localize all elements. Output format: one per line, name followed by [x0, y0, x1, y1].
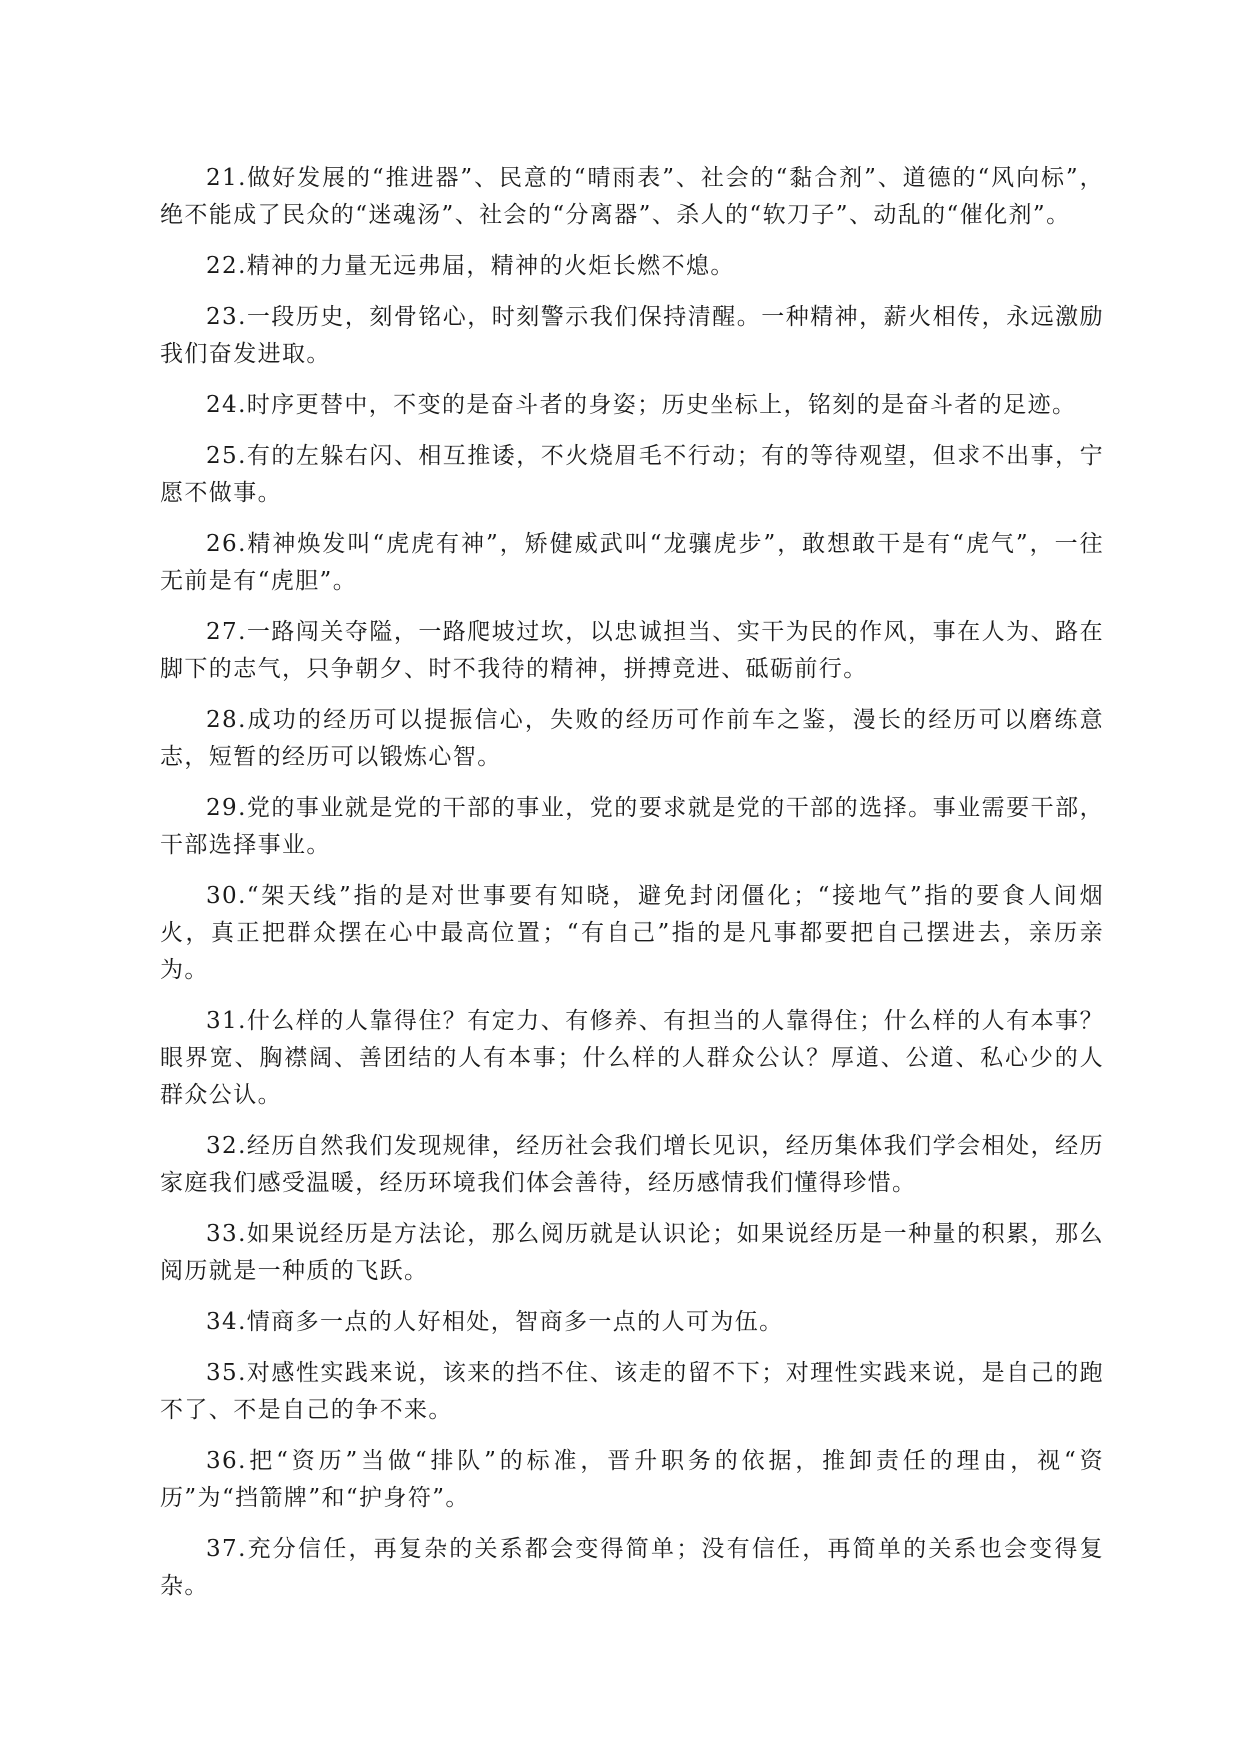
paragraph-25: 25.有的左躲右闪、相互推诿，不火烧眉毛不行动；有的等待观望，但求不出事，宁愿不做事。: [160, 443, 1104, 506]
paragraph-29: 29.党的事业就是党的干部的事业，党的要求就是党的干部的选择。事业需要干部，干部选择事业。: [160, 795, 1104, 858]
paragraph-37: 37.充分信任，再复杂的关系都会变得简单；没有信任，再简单的关系也会变得复杂。: [160, 1536, 1104, 1599]
paragraph-35: 35.对感性实践来说，该来的挡不住、该走的留不下；对理性实践来说，是自己的跑不了、不是自己的争不来。: [160, 1360, 1104, 1423]
paragraph-27: 27.一路闯关夺隘，一路爬坡过坎，以忠诚担当、实干为民的作风，事在人为、路在脚下的志气，只争朝夕、时不我待的精神，拼搏竞进、砥砺前行。: [160, 619, 1104, 682]
paragraph-26: 26.精神焕发叫“虎虎有神”，矫健威武叫“龙骧虎步”，敢想敢干是有“虎气”，一往无前是有“虎胆”。: [160, 531, 1104, 594]
paragraph-34: 34.情商多一点的人好相处，智商多一点的人可为伍。: [206, 1309, 784, 1335]
paragraph-21: 21.做好发展的“推进器”、民意的“晴雨表”、社会的“黏合剂”、道德的“风向标”，绝不能成了民众的“迷魂汤”、社会的“分离器”、杀人的“软刀子”、动乱的“催化剂”。: [160, 165, 1104, 228]
paragraph-28: 28.成功的经历可以提振信心，失败的经历可作前车之鉴，漫长的经历可以磨练意志，短暂的经历可以锻炼心智。: [160, 707, 1104, 770]
document-body: [160, 160, 1104, 1619]
paragraph-23: 23.一段历史，刻骨铭心，时刻警示我们保持清醒。一种精神，薪火相传，永远激励我们奋发进取。: [160, 304, 1104, 367]
paragraph-36: 36.把“资历”当做“排队”的标准，晋升职务的依据，推卸责任的理由，视“资历”为“挡箭牌”和“护身符”。: [160, 1448, 1104, 1511]
paragraph-33: 33.如果说经历是方法论，那么阅历就是认识论；如果说经历是一种量的积累，那么阅历就是一种质的飞跃。: [160, 1221, 1104, 1284]
paragraph-32: 32.经历自然我们发现规律，经历社会我们增长见识，经历集体我们学会相处，经历家庭我们感受温暖，经历环境我们体会善待，经历感情我们懂得珍惜。: [160, 1133, 1104, 1196]
paragraph-31: 31.什么样的人靠得住？有定力、有修养、有担当的人靠得住；什么样的人有本事？眼界宽、胸襟阔、善团结的人有本事；什么样的人群众公认？厚道、公道、私心少的人群众公认。: [160, 1008, 1104, 1108]
paragraph-30: 30.“架天线”指的是对世事要有知晓，避免封闭僵化；“接地气”指的要食人间烟火，真正把群众摆在心中最高位置；“有自己”指的是凡事都要把自己摆进去，亲历亲为。: [160, 883, 1104, 983]
paragraph-22: 22.精神的力量无远弗届，精神的火炬长燃不熄。: [206, 253, 735, 279]
paragraph-24: 24.时序更替中，不变的是奋斗者的身姿；历史坐标上，铭刻的是奋斗者的足迹。: [206, 392, 1077, 418]
